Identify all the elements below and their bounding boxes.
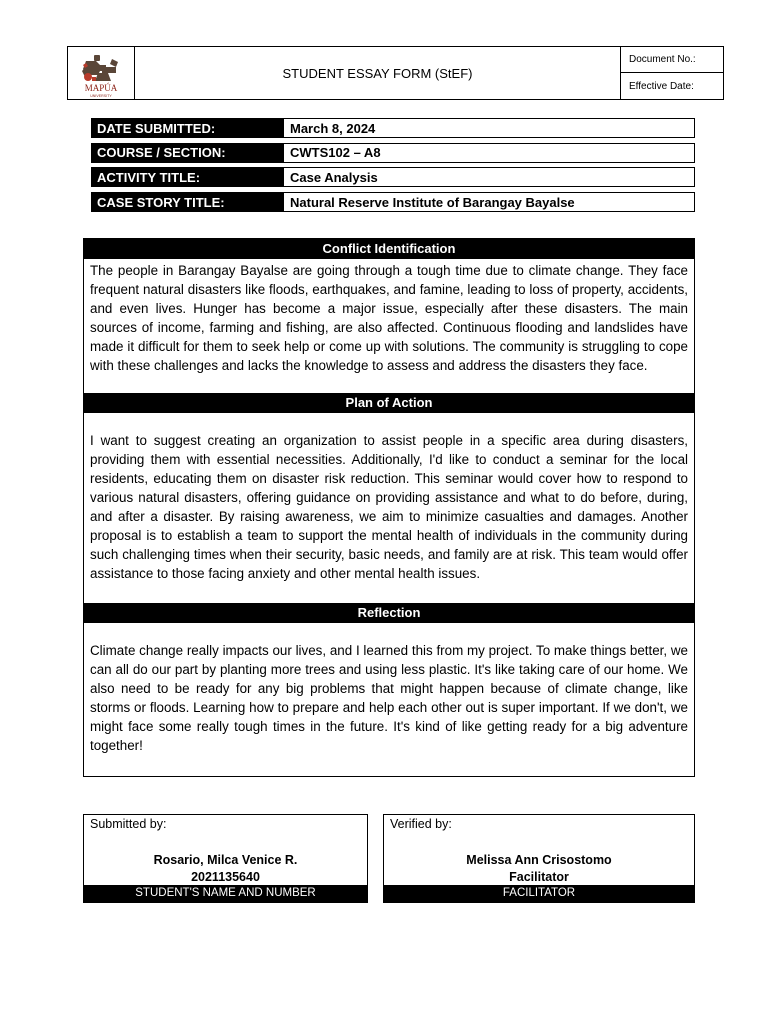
section-text-reflection: Climate change really impacts our lives, and I learned this from my project. To make things better, we can all do our part by planting more trees and using less plastic. It's like taking care of our home. We also need to be ready for any big problems that might happen because of climate change, like storms or floods. Learning how to prepare and help each other out is super important. If we don't, we might face some really tough times in the future. It's kind of like getting ready for a big adventure together! <box>90 643 688 753</box>
svg-text:MAPÚA: MAPÚA <box>84 83 118 93</box>
info-value: Natural Reserve Institute of Barangay Bayalse <box>283 192 695 212</box>
info-row-date <box>91 118 695 138</box>
student-footer: STUDENT'S NAME AND NUMBER <box>84 885 367 902</box>
verified-by-box <box>383 814 695 903</box>
form-header <box>67 46 724 100</box>
info-row-activity <box>91 167 695 187</box>
info-label: COURSE / SECTION: <box>91 143 283 163</box>
facilitator-role: Facilitator <box>509 870 569 884</box>
svg-text:UNIVERSITY: UNIVERSITY <box>90 94 112 98</box>
info-row-course <box>91 143 695 163</box>
document-meta <box>621 47 723 99</box>
info-value: March 8, 2024 <box>283 118 695 138</box>
facilitator-name: Melissa Ann Crisostomo <box>466 853 612 867</box>
document-no-label: Document No.: <box>621 47 723 73</box>
section-heading-plan: Plan of Action <box>84 393 694 413</box>
facilitator-footer: FACILITATOR <box>384 885 694 902</box>
info-value: CWTS102 – A8 <box>283 143 695 163</box>
section-text-conflict: The people in Barangay Bayalse are going through a tough time due to climate change. They face frequent natural disasters like floods, earthquakes, and famine, leading to loss of property, accidents, and even lives. Hunger has become a major issue, especially after these disasters. The main sources of income, farming and fishing, are also affected. Continuous flooding and landslides have made it difficult for them to seek help or come up with solutions. The community is struggling to cope with these challenges and lacks the knowledge to assess and address the disasters they face. <box>90 263 688 373</box>
section-heading-reflection: Reflection <box>84 603 694 623</box>
info-label: DATE SUBMITTED: <box>91 118 283 138</box>
student-name: Rosario, Milca Venice R. <box>153 853 298 867</box>
info-label: ACTIVITY TITLE: <box>91 167 283 187</box>
essay-body <box>83 238 695 777</box>
section-heading-conflict: Conflict Identification <box>84 239 694 259</box>
facilitator-identity <box>384 852 694 886</box>
mapua-seal-icon <box>68 47 134 99</box>
info-row-case-story <box>91 192 695 212</box>
form-title: STUDENT ESSAY FORM (StEF) <box>135 47 621 99</box>
verified-by-label: Verified by: <box>390 817 452 831</box>
info-label: CASE STORY TITLE: <box>91 192 283 212</box>
student-number: 2021135640 <box>191 870 260 884</box>
student-identity <box>84 852 367 886</box>
submitted-by-box <box>83 814 368 903</box>
university-logo <box>68 47 135 99</box>
section-text-plan: I want to suggest creating an organization to assist people in a specific area during disasters, providing them with essential necessities. Additionally, I'd like to conduct a seminar for the local residents, educating them on disaster risk reduction. This seminar would cover how to respond to various natural disasters, offering guidance on providing assistance and what to do before, during, and after a disaster. By raising awareness, we aim to minimize casualties and damages. Another proposal is to establish a team to support the mental health of individuals in the community during such challenging times when their security, basic needs, and family are at risk. This team would offer assistance to those facing anxiety and other mental health issues. <box>90 433 688 581</box>
submission-info-table <box>91 118 695 217</box>
effective-date-label: Effective Date: <box>629 80 694 92</box>
info-value: Case Analysis <box>283 167 695 187</box>
submitted-by-label: Submitted by: <box>90 817 167 831</box>
